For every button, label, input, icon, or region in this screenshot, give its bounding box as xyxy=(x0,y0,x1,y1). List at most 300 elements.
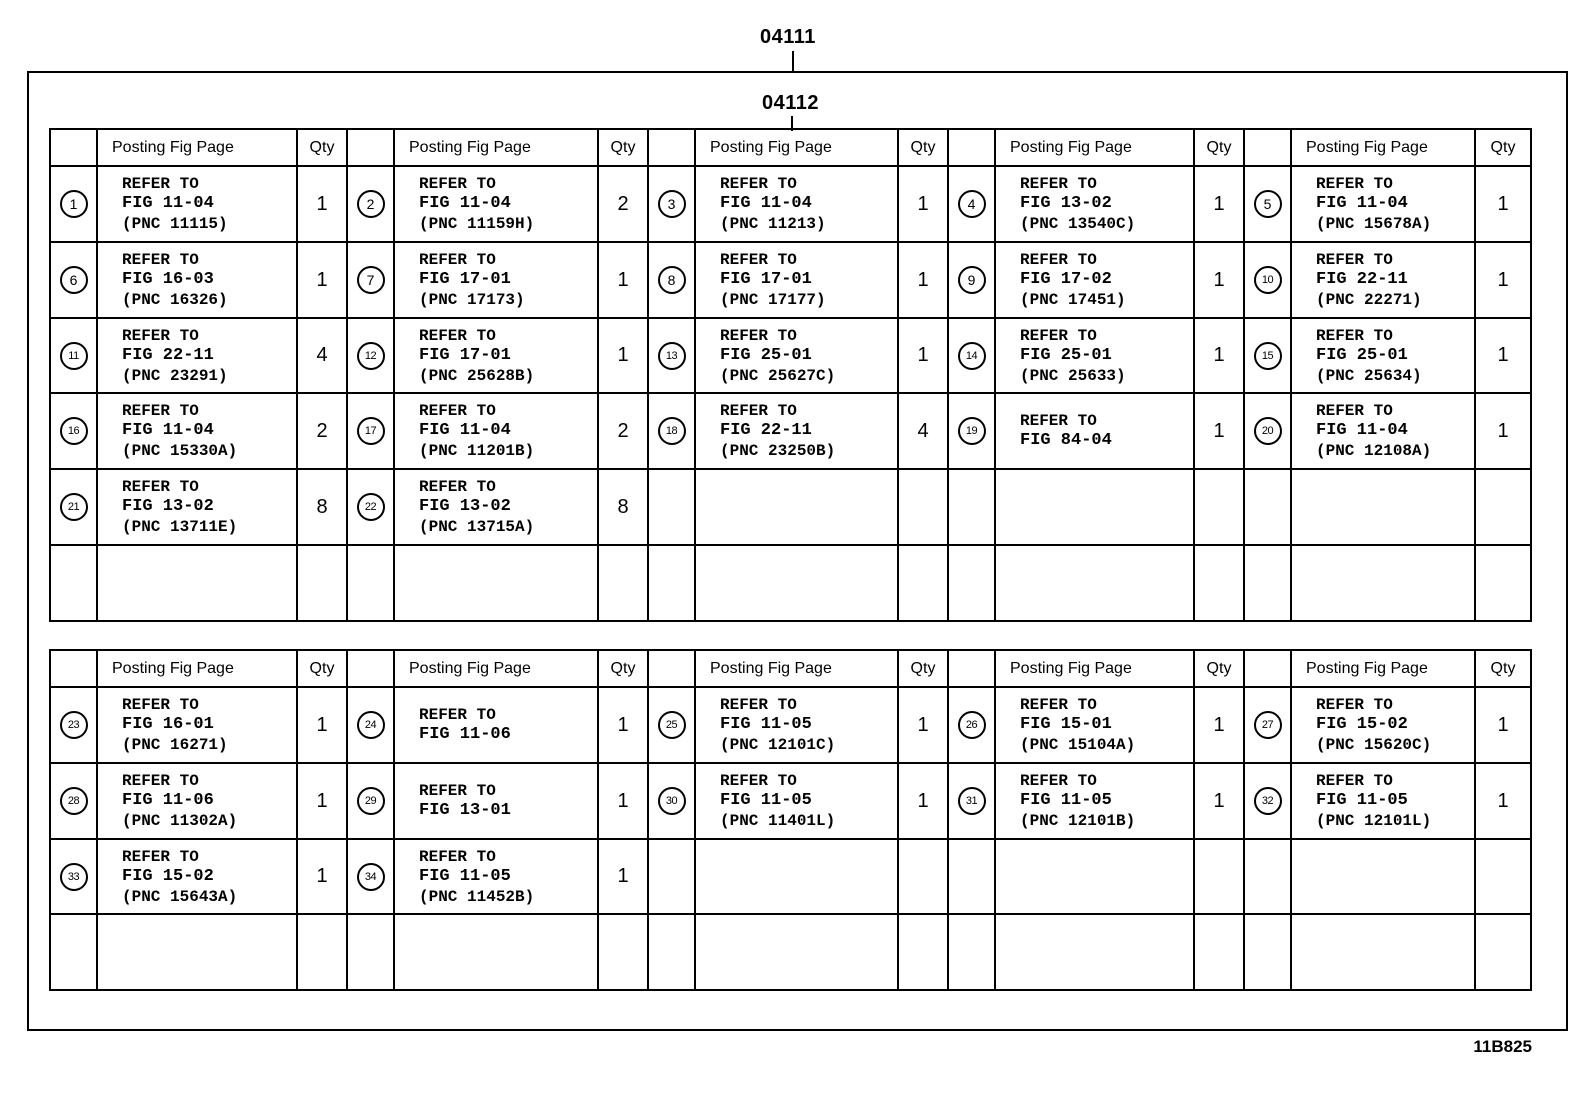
posting-fig-cell xyxy=(695,318,898,393)
fig-reference: FIG 11-05 xyxy=(720,715,812,734)
fig-reference: FIG 11-04 xyxy=(419,421,511,440)
item-index-cell xyxy=(50,914,97,990)
qty-value: 2 xyxy=(617,419,629,442)
item-number-badge: 27 xyxy=(1254,711,1282,739)
refer-to-label: REFER TO xyxy=(720,696,797,714)
refer-to-label: REFER TO xyxy=(122,847,199,866)
qty-cell xyxy=(598,763,648,839)
refer-to-label: REFER TO xyxy=(122,772,199,790)
qty-cell xyxy=(898,318,948,393)
posting-fig-cell xyxy=(97,242,297,318)
qty-value: 1 xyxy=(1497,192,1509,215)
fig-reference: FIG 13-02 xyxy=(122,497,214,516)
item-number-badge: 21 xyxy=(60,493,88,521)
reference-text xyxy=(1316,695,1474,755)
qty-cell xyxy=(1194,242,1244,318)
qty-cell xyxy=(898,687,948,763)
item-index-cell xyxy=(1244,839,1291,914)
posting-fig-cell xyxy=(97,469,297,545)
pnc-reference: (PNC 13540C) xyxy=(1020,215,1136,233)
qty-cell xyxy=(1194,469,1244,545)
fig-reference: FIG 11-05 xyxy=(1020,791,1112,810)
header-posting-fig-page: Posting Fig Page xyxy=(97,129,297,166)
qty-value: 2 xyxy=(316,419,328,442)
posting-fig-cell xyxy=(995,242,1194,318)
qty-cell xyxy=(1475,763,1531,839)
assembly-label-04111: 04111 xyxy=(760,26,816,48)
qty-cell xyxy=(1475,914,1531,990)
qty-cell xyxy=(297,914,347,990)
qty-cell xyxy=(898,469,948,545)
reference-text xyxy=(720,695,897,755)
item-index-cell xyxy=(648,393,695,469)
refer-to-label: REFER TO xyxy=(419,175,496,193)
refer-to-label: REFER TO xyxy=(720,175,797,193)
reference-text xyxy=(419,174,597,234)
qty-cell xyxy=(598,166,648,242)
fig-reference: FIG 11-04 xyxy=(419,194,511,213)
item-index-cell xyxy=(948,914,995,990)
item-number-badge: 18 xyxy=(658,417,686,445)
header-index-cell xyxy=(948,129,995,166)
qty-value: 8 xyxy=(316,495,328,518)
item-index-cell xyxy=(347,839,394,914)
header-qty: Qty xyxy=(297,129,347,166)
pnc-reference: (PNC 15678A) xyxy=(1316,215,1432,233)
reference-text xyxy=(720,250,897,310)
reference-text xyxy=(1020,695,1193,755)
posting-fig-cell xyxy=(1291,469,1475,545)
qty-value: 2 xyxy=(617,192,629,215)
reference-text xyxy=(419,705,597,745)
pnc-reference: (PNC 11401L) xyxy=(720,812,836,830)
pnc-reference: (PNC 22271) xyxy=(1316,291,1422,309)
posting-fig-cell xyxy=(394,242,598,318)
posting-fig-cell xyxy=(695,839,898,914)
qty-value: 1 xyxy=(1213,192,1225,215)
qty-cell xyxy=(1475,318,1531,393)
header-qty: Qty xyxy=(1475,650,1531,687)
refer-to-label: REFER TO xyxy=(419,847,496,866)
fig-reference: FIG 22-11 xyxy=(122,345,214,365)
posting-fig-cell xyxy=(97,687,297,763)
posting-fig-cell xyxy=(995,166,1194,242)
qty-value: 1 xyxy=(1213,344,1225,366)
header-index-cell xyxy=(347,129,394,166)
table-row xyxy=(50,839,1531,914)
item-index-cell xyxy=(1244,687,1291,763)
leader-line-outer xyxy=(792,51,794,72)
refer-to-label: REFER TO xyxy=(1316,251,1393,269)
qty-value: 1 xyxy=(316,789,328,812)
item-number-badge: 9 xyxy=(958,266,986,294)
refer-to-label: REFER TO xyxy=(1020,251,1097,269)
posting-fig-cell xyxy=(695,545,898,621)
header-qty: Qty xyxy=(1194,129,1244,166)
item-index-cell xyxy=(1244,545,1291,621)
posting-fig-cell xyxy=(394,318,598,393)
item-index-cell xyxy=(1244,914,1291,990)
posting-fig-cell xyxy=(995,393,1194,469)
reference-text xyxy=(419,250,597,310)
fig-reference: FIG 22-11 xyxy=(720,421,812,440)
item-index-cell xyxy=(1244,393,1291,469)
header-index-cell xyxy=(50,650,97,687)
header-posting-fig-page: Posting Fig Page xyxy=(695,129,898,166)
item-index-cell xyxy=(948,687,995,763)
fig-reference: FIG 13-02 xyxy=(419,497,511,516)
fig-reference: FIG 11-05 xyxy=(1316,791,1408,810)
posting-fig-cell xyxy=(1291,687,1475,763)
qty-cell xyxy=(598,393,648,469)
reference-text xyxy=(122,401,296,461)
item-index-cell xyxy=(347,166,394,242)
item-number-badge: 32 xyxy=(1254,787,1282,815)
qty-value: 1 xyxy=(1213,268,1225,291)
pnc-reference: (PNC 17177) xyxy=(720,291,826,309)
item-index-cell xyxy=(347,318,394,393)
refer-to-label: REFER TO xyxy=(1316,696,1393,714)
refer-to-label: REFER TO xyxy=(122,696,199,714)
item-index-cell xyxy=(50,242,97,318)
pnc-reference: (PNC 17451) xyxy=(1020,291,1126,309)
item-number-badge: 22 xyxy=(357,493,385,521)
item-index-cell xyxy=(1244,242,1291,318)
refer-to-label: REFER TO xyxy=(1020,326,1097,345)
refer-to-label: REFER TO xyxy=(419,706,496,724)
item-index-cell xyxy=(648,687,695,763)
posting-fig-cell xyxy=(695,393,898,469)
qty-value: 1 xyxy=(617,713,629,736)
item-number-badge: 5 xyxy=(1254,190,1282,218)
header-posting-fig-page: Posting Fig Page xyxy=(394,650,598,687)
posting-fig-cell xyxy=(995,763,1194,839)
posting-fig-cell xyxy=(97,763,297,839)
posting-fig-cell xyxy=(695,763,898,839)
header-qty: Qty xyxy=(598,129,648,166)
posting-fig-cell xyxy=(1291,914,1475,990)
qty-cell xyxy=(297,318,347,393)
item-index-cell xyxy=(948,393,995,469)
item-index-cell xyxy=(648,914,695,990)
qty-cell xyxy=(898,242,948,318)
item-index-cell xyxy=(648,166,695,242)
qty-value: 4 xyxy=(316,344,328,366)
qty-value: 1 xyxy=(1213,789,1225,812)
pnc-reference: (PNC 11115) xyxy=(122,215,228,233)
item-index-cell xyxy=(948,763,995,839)
qty-value: 1 xyxy=(617,344,629,366)
reference-text xyxy=(122,695,296,755)
item-index-cell xyxy=(948,318,995,393)
refer-to-label: REFER TO xyxy=(1020,772,1097,790)
parts-table-upper xyxy=(49,128,1532,622)
refer-to-label: REFER TO xyxy=(122,326,199,345)
item-number-badge: 34 xyxy=(357,863,385,891)
item-index-cell xyxy=(50,839,97,914)
qty-value: 1 xyxy=(316,268,328,291)
item-index-cell xyxy=(347,763,394,839)
posting-fig-cell xyxy=(394,393,598,469)
qty-cell xyxy=(598,469,648,545)
pnc-reference: (PNC 11201B) xyxy=(419,442,535,460)
pnc-reference: (PNC 15620C) xyxy=(1316,736,1432,754)
posting-fig-cell xyxy=(97,318,297,393)
item-number-badge: 28 xyxy=(60,787,88,815)
qty-cell xyxy=(1194,914,1244,990)
posting-fig-cell xyxy=(97,166,297,242)
table-row xyxy=(50,545,1531,621)
posting-fig-cell xyxy=(394,839,598,914)
table-row xyxy=(50,393,1531,469)
posting-fig-cell xyxy=(97,393,297,469)
table-header-row xyxy=(50,650,1531,687)
item-index-cell xyxy=(347,545,394,621)
item-number-badge: 16 xyxy=(60,417,88,445)
qty-value: 1 xyxy=(1497,713,1509,736)
posting-fig-cell xyxy=(695,242,898,318)
pnc-reference: (PNC 15330A) xyxy=(122,442,238,460)
reference-text xyxy=(1316,250,1474,310)
item-number-badge: 6 xyxy=(60,266,88,294)
fig-reference: FIG 25-01 xyxy=(720,345,812,365)
posting-fig-cell xyxy=(695,914,898,990)
header-posting-fig-page: Posting Fig Page xyxy=(394,129,598,166)
qty-value: 1 xyxy=(617,789,629,812)
qty-cell xyxy=(898,545,948,621)
item-index-cell xyxy=(347,914,394,990)
fig-reference: FIG 17-01 xyxy=(419,270,511,289)
header-posting-fig-page: Posting Fig Page xyxy=(97,650,297,687)
item-number-badge: 24 xyxy=(357,711,385,739)
table-row xyxy=(50,318,1531,393)
pnc-reference: (PNC 25628B) xyxy=(419,366,535,385)
fig-reference: FIG 15-02 xyxy=(1316,715,1408,734)
item-index-cell xyxy=(1244,469,1291,545)
fig-reference: FIG 16-01 xyxy=(122,715,214,734)
refer-to-label: REFER TO xyxy=(419,251,496,269)
reference-text xyxy=(419,781,597,821)
qty-value: 8 xyxy=(617,495,629,518)
table-row xyxy=(50,914,1531,990)
pnc-reference: (PNC 13711E) xyxy=(122,518,238,536)
item-index-cell xyxy=(948,166,995,242)
fig-reference: FIG 25-01 xyxy=(1316,345,1408,365)
qty-cell xyxy=(297,166,347,242)
item-number-badge: 15 xyxy=(1254,342,1282,370)
posting-fig-cell xyxy=(695,166,898,242)
fig-reference: FIG 22-11 xyxy=(1316,270,1408,289)
item-index-cell xyxy=(948,839,995,914)
item-number-badge: 4 xyxy=(958,190,986,218)
posting-fig-cell xyxy=(1291,393,1475,469)
posting-fig-cell xyxy=(394,545,598,621)
item-index-cell xyxy=(347,393,394,469)
refer-to-label: REFER TO xyxy=(1316,175,1393,193)
pnc-reference: (PNC 16326) xyxy=(122,291,228,309)
pnc-reference: (PNC 11302A) xyxy=(122,812,238,830)
reference-text xyxy=(419,401,597,461)
qty-cell xyxy=(898,393,948,469)
header-qty: Qty xyxy=(898,650,948,687)
item-number-badge: 29 xyxy=(357,787,385,815)
pnc-reference: (PNC 25627C) xyxy=(720,366,836,385)
pnc-reference: (PNC 11159H) xyxy=(419,215,535,233)
item-index-cell xyxy=(648,839,695,914)
item-index-cell xyxy=(1244,166,1291,242)
qty-cell xyxy=(1194,839,1244,914)
pnc-reference: (PNC 12101L) xyxy=(1316,812,1432,830)
item-number-badge: 20 xyxy=(1254,417,1282,445)
fig-reference: FIG 15-02 xyxy=(122,866,214,886)
qty-value: 4 xyxy=(917,419,929,442)
qty-cell xyxy=(1194,763,1244,839)
qty-value: 1 xyxy=(917,713,929,736)
table-row xyxy=(50,763,1531,839)
refer-to-label: REFER TO xyxy=(122,251,199,269)
fig-reference: FIG 17-01 xyxy=(419,345,511,365)
item-number-badge: 8 xyxy=(658,266,686,294)
refer-to-label: REFER TO xyxy=(419,478,496,496)
posting-fig-cell xyxy=(394,914,598,990)
pnc-reference: (PNC 13715A) xyxy=(419,518,535,536)
header-posting-fig-page: Posting Fig Page xyxy=(695,650,898,687)
pnc-reference: (PNC 12108A) xyxy=(1316,442,1432,460)
refer-to-label: REFER TO xyxy=(419,402,496,420)
item-index-cell xyxy=(1244,318,1291,393)
item-number-badge: 17 xyxy=(357,417,385,445)
item-index-cell xyxy=(648,242,695,318)
item-number-badge: 3 xyxy=(658,190,686,218)
item-number-badge: 13 xyxy=(658,342,686,370)
reference-text xyxy=(720,401,897,461)
item-number-badge: 2 xyxy=(357,190,385,218)
assembly-label-04112: 04112 xyxy=(762,92,820,114)
refer-to-label: REFER TO xyxy=(1020,175,1097,193)
qty-cell xyxy=(1194,687,1244,763)
qty-value: 1 xyxy=(316,713,328,736)
refer-to-label: REFER TO xyxy=(1316,326,1393,345)
qty-cell xyxy=(1475,687,1531,763)
qty-cell xyxy=(297,763,347,839)
item-index-cell xyxy=(347,242,394,318)
reference-text xyxy=(1020,174,1193,234)
header-index-cell xyxy=(648,129,695,166)
reference-text xyxy=(122,771,296,831)
item-index-cell xyxy=(347,469,394,545)
pnc-reference: (PNC 23250B) xyxy=(720,442,836,460)
qty-cell xyxy=(1475,839,1531,914)
header-index-cell xyxy=(50,129,97,166)
item-index-cell xyxy=(50,318,97,393)
qty-cell xyxy=(598,242,648,318)
fig-reference: FIG 11-05 xyxy=(419,866,511,886)
fig-reference: FIG 11-05 xyxy=(720,791,812,810)
posting-fig-cell xyxy=(1291,318,1475,393)
refer-to-label: REFER TO xyxy=(122,478,199,496)
posting-fig-cell xyxy=(695,469,898,545)
qty-cell xyxy=(1475,393,1531,469)
qty-cell xyxy=(1194,545,1244,621)
fig-reference: FIG 11-04 xyxy=(1316,194,1408,213)
refer-to-label: REFER TO xyxy=(122,175,199,193)
table-row xyxy=(50,166,1531,242)
posting-fig-cell xyxy=(995,545,1194,621)
reference-text xyxy=(419,847,597,907)
reference-text xyxy=(720,771,897,831)
reference-text xyxy=(1020,411,1193,451)
table-row xyxy=(50,469,1531,545)
qty-cell xyxy=(898,839,948,914)
posting-fig-cell xyxy=(695,687,898,763)
header-posting-fig-page: Posting Fig Page xyxy=(1291,650,1475,687)
item-number-badge: 12 xyxy=(357,342,385,370)
qty-cell xyxy=(1475,469,1531,545)
reference-text xyxy=(122,250,296,310)
header-qty: Qty xyxy=(598,650,648,687)
qty-value: 1 xyxy=(617,268,629,291)
item-number-badge: 11 xyxy=(60,342,88,370)
table-header-row xyxy=(50,129,1531,166)
qty-cell xyxy=(898,166,948,242)
refer-to-label: REFER TO xyxy=(1020,696,1097,714)
pnc-reference: (PNC 15643A) xyxy=(122,887,238,906)
posting-fig-cell xyxy=(1291,166,1475,242)
posting-fig-cell xyxy=(1291,242,1475,318)
refer-to-label: REFER TO xyxy=(1316,402,1393,420)
header-index-cell xyxy=(948,650,995,687)
fig-reference: FIG 11-06 xyxy=(419,725,511,744)
header-index-cell xyxy=(347,650,394,687)
header-qty: Qty xyxy=(1194,650,1244,687)
posting-fig-cell xyxy=(394,763,598,839)
item-index-cell xyxy=(648,318,695,393)
item-index-cell xyxy=(50,393,97,469)
refer-to-label: REFER TO xyxy=(419,326,496,345)
header-qty: Qty xyxy=(297,650,347,687)
qty-cell xyxy=(1194,318,1244,393)
fig-reference: FIG 11-04 xyxy=(122,421,214,440)
pnc-reference: (PNC 12101B) xyxy=(1020,812,1136,830)
item-index-cell xyxy=(50,469,97,545)
qty-value: 1 xyxy=(1213,713,1225,736)
qty-cell xyxy=(898,914,948,990)
item-number-badge: 23 xyxy=(60,711,88,739)
qty-cell xyxy=(1475,166,1531,242)
reference-text xyxy=(1316,174,1474,234)
refer-to-label: REFER TO xyxy=(720,772,797,790)
header-posting-fig-page: Posting Fig Page xyxy=(1291,129,1475,166)
item-number-badge: 33 xyxy=(60,863,88,891)
qty-cell xyxy=(297,242,347,318)
fig-reference: FIG 11-04 xyxy=(1316,421,1408,440)
fig-reference: FIG 11-06 xyxy=(122,791,214,810)
qty-value: 1 xyxy=(1497,419,1509,442)
refer-to-label: REFER TO xyxy=(419,782,496,800)
item-index-cell xyxy=(948,545,995,621)
qty-cell xyxy=(898,763,948,839)
reference-text xyxy=(122,326,296,386)
posting-fig-cell xyxy=(1291,839,1475,914)
posting-fig-cell xyxy=(1291,763,1475,839)
posting-fig-cell xyxy=(995,839,1194,914)
posting-fig-cell xyxy=(97,914,297,990)
qty-value: 1 xyxy=(917,268,929,291)
refer-to-label: REFER TO xyxy=(1316,772,1393,790)
reference-text xyxy=(122,847,296,907)
item-index-cell xyxy=(50,687,97,763)
item-number-badge: 31 xyxy=(958,787,986,815)
